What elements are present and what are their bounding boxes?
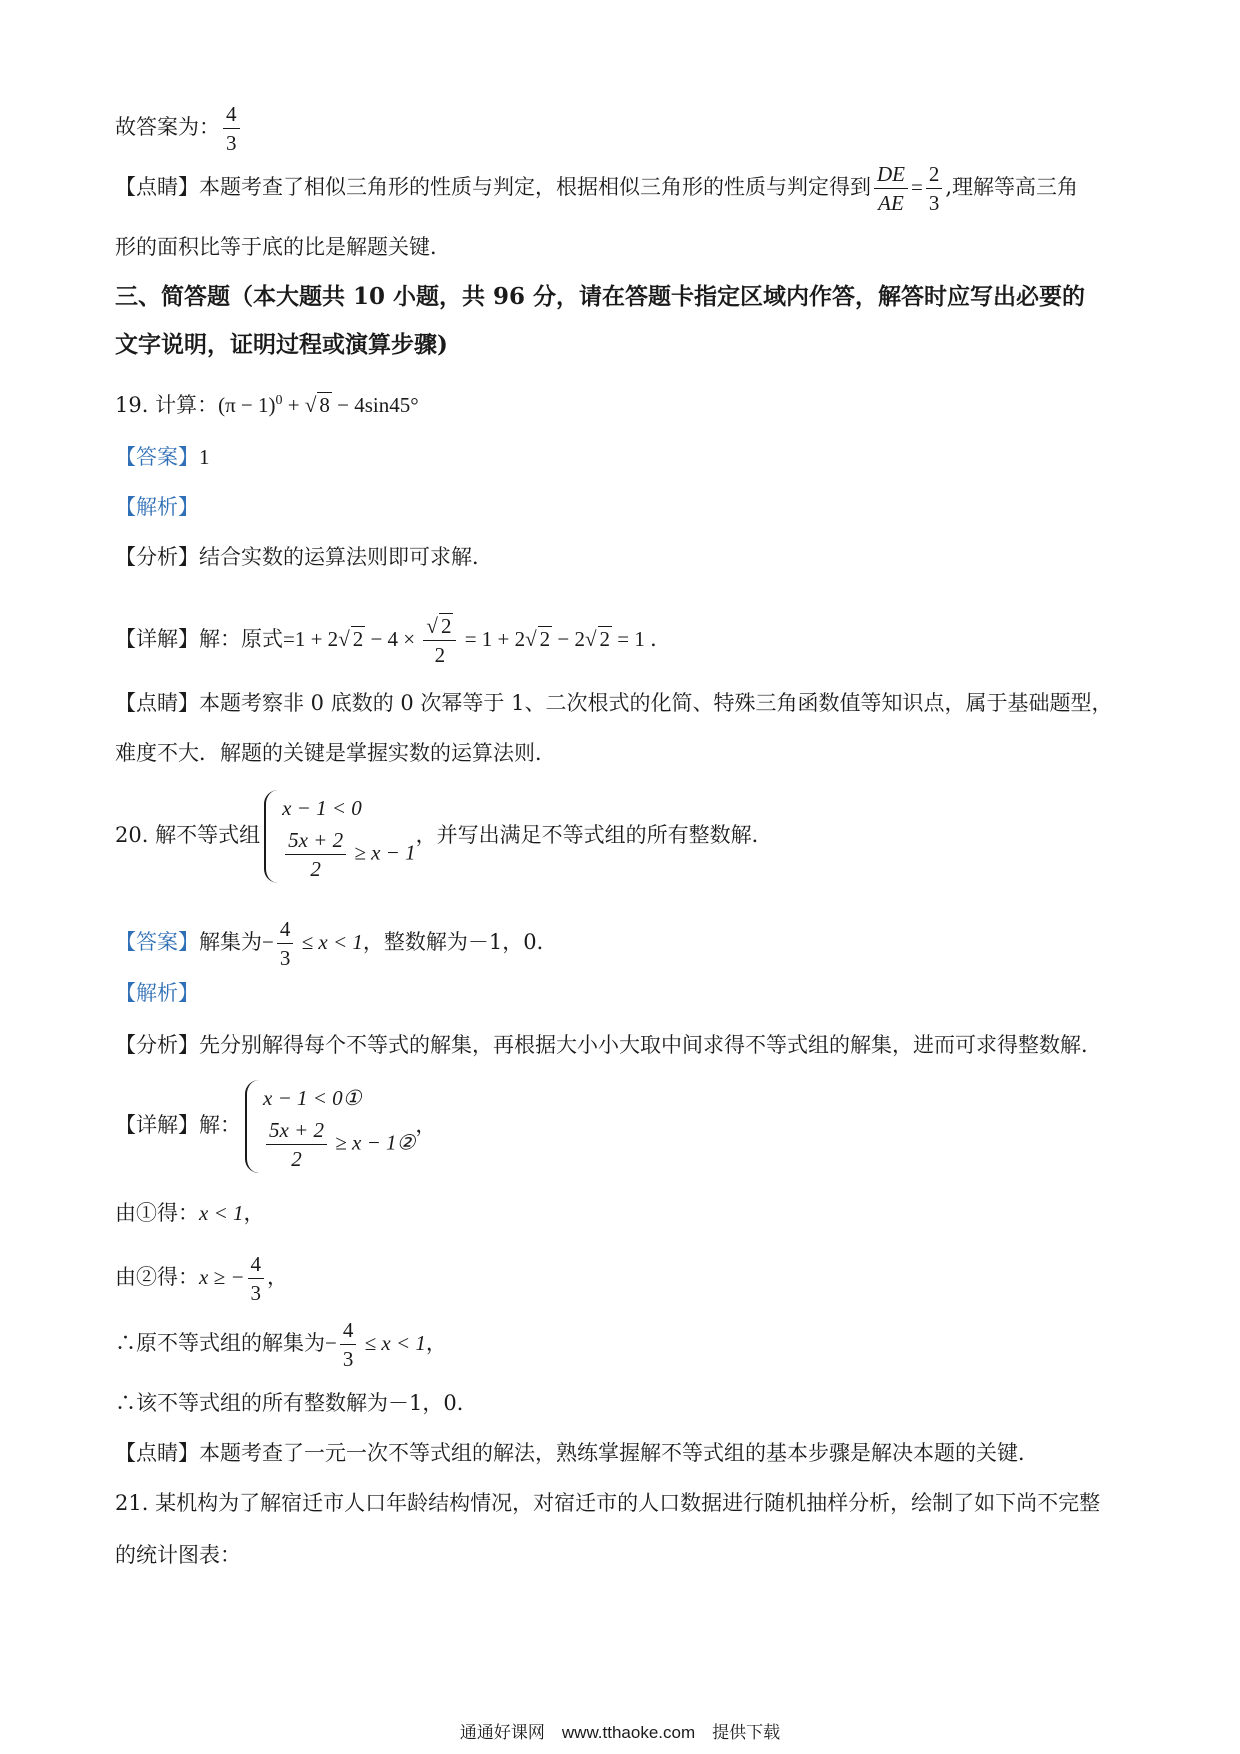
detail-20: 【详解】解： x − 1 < 0① $\frac{5x + 2}{2}$ ≥ x − 1② ， xyxy=(115,1080,436,1173)
question-21-cont: 的统计图表： xyxy=(115,1543,241,1567)
step-3: ∴原不等式组的解集为− $\frac{4}{3}$ ≤ x < 1， xyxy=(115,1318,447,1371)
question-21: 21. 某机构为了解宿迁市人口年龄结构情况，对宿迁市的人口数据进行随机抽样分析，绘制了如下尚不完整 xyxy=(115,1491,1101,1515)
remark-tag: 【点睛】 xyxy=(115,175,199,199)
fraction-2-3: $\frac{2}{3}$ xyxy=(926,160,943,217)
analysis-tag: 【解析】 xyxy=(115,495,199,519)
question-19: 19. 计算：$(\pi - 1)^0$ + √ 8 − 4sin45° xyxy=(115,393,419,417)
answer-20: 【答案】解集为− $\frac{4}{3}$ ≤ x < 1，整数解为－1，0． xyxy=(115,917,558,970)
answer-line xyxy=(115,100,243,157)
remark-line: 【点睛】本题考查了相似三角形的性质与判定，根据相似三角形的性质与判定得到 $\frac{DE}{AE}$ = $\frac{2}{3}$ ,理解等高三角 xyxy=(115,162,1079,215)
remark-line-cont: 形的面积比等于底的比是解题关键． xyxy=(115,235,451,259)
answer-19: 【答案】1 xyxy=(115,445,210,469)
answer-prefix: 故答案为： xyxy=(115,115,220,139)
analysis-19: 【分析】结合实数的运算法则即可求解． xyxy=(115,545,493,569)
remark-19: 【点睛】本题考察非 0 底数的 0 次幂等于 1、二次根式的化简、特殊三角函数值等知识点，属于基础题型， xyxy=(115,691,1113,715)
page-footer: 通通好课网 www.tthaoke.com 提供下载 xyxy=(459,1723,781,1742)
answer-tag: 【答案】 xyxy=(115,445,199,469)
question-20: 20. 解不等式组 x − 1 < 0 $\frac{5x + 2}{2}$ ≥ x − 1 ，并写出满足不等式组的所有整数解． xyxy=(115,790,773,883)
inequality-system-numbered: x − 1 < 0① $\frac{5x + 2}{2}$ ≥ x − 1② xyxy=(245,1080,415,1173)
step-2: 由②得：x ≥ − $\frac{4}{3}$ ， xyxy=(115,1252,289,1305)
section-heading-cont: 文字说明，证明过程或演算步骤) xyxy=(115,331,448,358)
inequality-system: x − 1 < 0 $\frac{5x + 2}{2}$ ≥ x − 1 xyxy=(264,790,416,883)
detail-19: 【详解】解：原式=1 + 2√ 2 − 4 × $\frac{√ 2}{2}$ = 1 + 2√ 2 − 2√ 2 = 1 ． xyxy=(115,614,672,667)
step-4: ∴该不等式组的所有整数解为－1，0． xyxy=(115,1391,478,1415)
analysis-tag-20: 【解析】 xyxy=(115,981,199,1005)
section-heading: 三、简答题（本大题共 10 小题，共 96 分，请在答题卡指定区域内作答，解答时应写出必要的 xyxy=(115,283,1086,310)
fraction-sqrt2-2: $\frac{√ 2}{2}$ xyxy=(423,612,456,669)
remark-19-cont: 难度不大．解题的关键是掌握实数的运算法则． xyxy=(115,741,556,765)
fraction: $\frac{4}{3}$ xyxy=(223,100,240,157)
remark-20: 【点睛】本题考查了一元一次不等式组的解法，熟练掌握解不等式组的基本步骤是解决本题的关键． xyxy=(115,1441,1039,1465)
step-1: 由①得：x < 1， xyxy=(115,1201,265,1225)
fraction-de-ae: $\frac{DE}{AE}$ xyxy=(874,160,908,217)
analysis-20: 【分析】先分别解得每个不等式的解集，再根据大小小大取中间求得不等式组的解集，进而可求得整数解． xyxy=(115,1033,1102,1057)
